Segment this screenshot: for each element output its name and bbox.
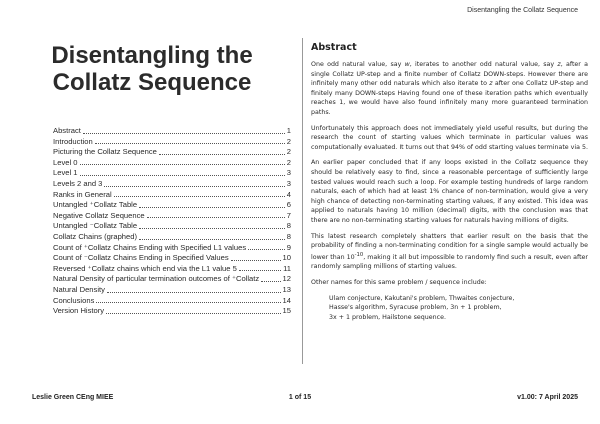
alternate-names (329, 294, 588, 323)
toc-leader (139, 205, 285, 208)
toc-leader (231, 258, 281, 261)
toc-entry[interactable] (53, 126, 291, 137)
toc-entry[interactable] (53, 274, 291, 285)
toc-leader (248, 247, 285, 250)
toc-entry[interactable] (53, 306, 291, 317)
math-var-z: z (489, 80, 493, 88)
toc-label: Ranks in General (53, 189, 112, 199)
math-var-w: w (404, 61, 410, 68)
text-run: This latest research completely shatters that earlier result on the basis that the probability of finding a non-terminating condition for a single sample would actually be lower than 10 (311, 232, 588, 261)
toc-entry[interactable] (53, 221, 291, 232)
toc-entry[interactable] (53, 168, 291, 179)
table-of-contents (53, 126, 291, 317)
toc-entry[interactable] (53, 179, 291, 190)
toc-leader (95, 141, 285, 144)
toc-entry[interactable] (53, 296, 291, 307)
toc-label: Version History (53, 306, 105, 316)
text-run: , iterates to another odd natural value, say (409, 61, 558, 68)
toc-page: 12 (282, 274, 291, 284)
toc-entry[interactable] (53, 285, 291, 296)
footer-version: v1.00: 7 April 2025 (517, 394, 578, 401)
toc-leader (147, 215, 285, 218)
running-header: Disentangling the Collatz Sequence (467, 7, 578, 14)
toc-label: Introduction (53, 136, 93, 146)
toc-page: 7 (286, 210, 291, 220)
toc-entry[interactable] (53, 232, 291, 243)
toc-leader (96, 300, 280, 303)
toc-leader (83, 131, 285, 134)
toc-label: Natural Density of particular termination outcomes of ⁺Collatz (53, 274, 260, 284)
toc-page: 15 (282, 306, 291, 316)
toc-entry[interactable] (53, 158, 291, 169)
abstract-paragraph-3: An earlier paper concluded that if any loops existed in the Collatz sequence they should be relatively easy to find, since a reasonable percentage of sufficiently large tested values would reach such a loop. For example testing hundreds of large random naturals, each of which had at least 1% chance of non-termination, would give a very high chance of detecting non-terminating starting values, if any existed. This idea was applied to naturals having 10 million (decimal) digits, with the conclusion was that there are no non-terminating starting values for naturals having millions of digits. (311, 159, 588, 224)
text-run: after one Collatz UP-step and finitely many DOWN-steps Having found one of these iteration paths which eventually reaches 1, we would have also found infinitely many more guaranteed termination paths. (311, 80, 588, 116)
toc-label: Abstract (53, 126, 81, 135)
toc-page: 2 (286, 147, 291, 157)
toc-page: 3 (286, 168, 291, 178)
toc-label: Collatz Chains (graphed) (53, 231, 137, 241)
toc-page: 1 (286, 126, 291, 135)
math-var-z: z (557, 61, 561, 68)
toc-page: 2 (286, 157, 291, 167)
toc-page: 8 (286, 221, 291, 231)
toc-leader (107, 290, 281, 293)
toc-leader (114, 194, 285, 197)
toc-entry[interactable] (53, 243, 291, 254)
toc-entry[interactable] (53, 253, 291, 264)
toc-label: Reversed ⁺Collatz chains which end via the L1 value 5 (53, 263, 237, 273)
footer-author: Leslie Green CEng MIEE (32, 394, 114, 401)
footer-page-number: 1 of 15 (288, 394, 312, 401)
toc-entry[interactable] (53, 264, 291, 275)
names-line-2: Hasse's algorithm, Syracuse problem, 3n + 1 problem, (329, 304, 502, 312)
toc-label: Negative Collatz Sequence (53, 210, 145, 220)
toc-page: 8 (286, 231, 291, 241)
toc-page: 6 (286, 200, 291, 210)
toc-page: 3 (286, 178, 291, 188)
toc-label: Levels 2 and 3 (53, 178, 103, 188)
toc-label: Picturing the Collatz Sequence (53, 147, 157, 157)
toc-leader (159, 152, 285, 155)
toc-leader (80, 162, 285, 165)
toc-leader (106, 311, 280, 314)
page-title (32, 42, 272, 96)
toc-label: Untangled ⁻Collatz Table (53, 221, 138, 231)
toc-label: Untangled ⁺Collatz Table (53, 200, 138, 210)
title-line-1: Disentangling the (51, 42, 253, 69)
toc-label: Count of ⁻Collatz Chains Ending in Specified Values (53, 253, 229, 263)
abstract-paragraph-4 (311, 232, 588, 272)
toc-page: 10 (282, 253, 291, 263)
toc-entry[interactable] (53, 200, 291, 211)
abstract-paragraph-2: Unfortunately this approach does not immediately yield useful results, but during the research the count of starting values which terminate in particular values was computationally evaluated. It turns out that 94% of odd starting values terminate via 5. (311, 124, 589, 151)
text-run: One odd natural value, say (311, 61, 405, 68)
text-run: , making it all but impossible to randomly find such a result, even after randomly sampling millions of starting values. (311, 253, 588, 271)
toc-leader (104, 184, 284, 187)
toc-label: Level 1 (53, 168, 78, 178)
title-line-2: Collatz Sequence (52, 69, 252, 96)
column-divider (302, 38, 303, 364)
toc-leader (139, 226, 285, 229)
toc-leader (261, 279, 280, 282)
abstract-section (311, 42, 588, 322)
toc-label: Level 0 (53, 157, 78, 167)
toc-label: Conclusions (53, 295, 95, 305)
abstract-heading: Abstract (311, 42, 357, 53)
text-run: , after a single Collatz UP-step and a finite number of Collatz DOWN-steps. However there are infinitely many other odd naturals which also iterate to (311, 61, 589, 88)
toc-entry[interactable] (53, 137, 291, 148)
abstract-paragraph-1 (311, 60, 588, 118)
toc-leader (139, 237, 285, 240)
names-line-3: 3x + 1 problem, Hailstone sequence. (329, 313, 446, 321)
toc-page: 13 (282, 284, 291, 294)
names-line-1: Ulam conjecture, Kakutani's problem, Thwaites conjecture, (329, 294, 515, 302)
toc-entry[interactable] (53, 211, 291, 222)
exponent: -10 (354, 251, 364, 258)
toc-label: Natural Density (53, 284, 105, 294)
toc-entry[interactable] (53, 190, 291, 201)
toc-page: 4 (286, 189, 291, 199)
toc-leader (239, 268, 281, 271)
toc-entry[interactable] (53, 147, 291, 158)
toc-page: 2 (286, 136, 291, 146)
toc-page: 14 (282, 295, 291, 305)
toc-page: 9 (286, 242, 291, 252)
toc-label: Count of ⁺Collatz Chains Ending with Specified L1 values (53, 242, 247, 252)
abstract-paragraph-5: Other names for this same problem / sequence include: (311, 278, 487, 286)
toc-leader (80, 173, 285, 176)
toc-page: 11 (283, 263, 291, 273)
